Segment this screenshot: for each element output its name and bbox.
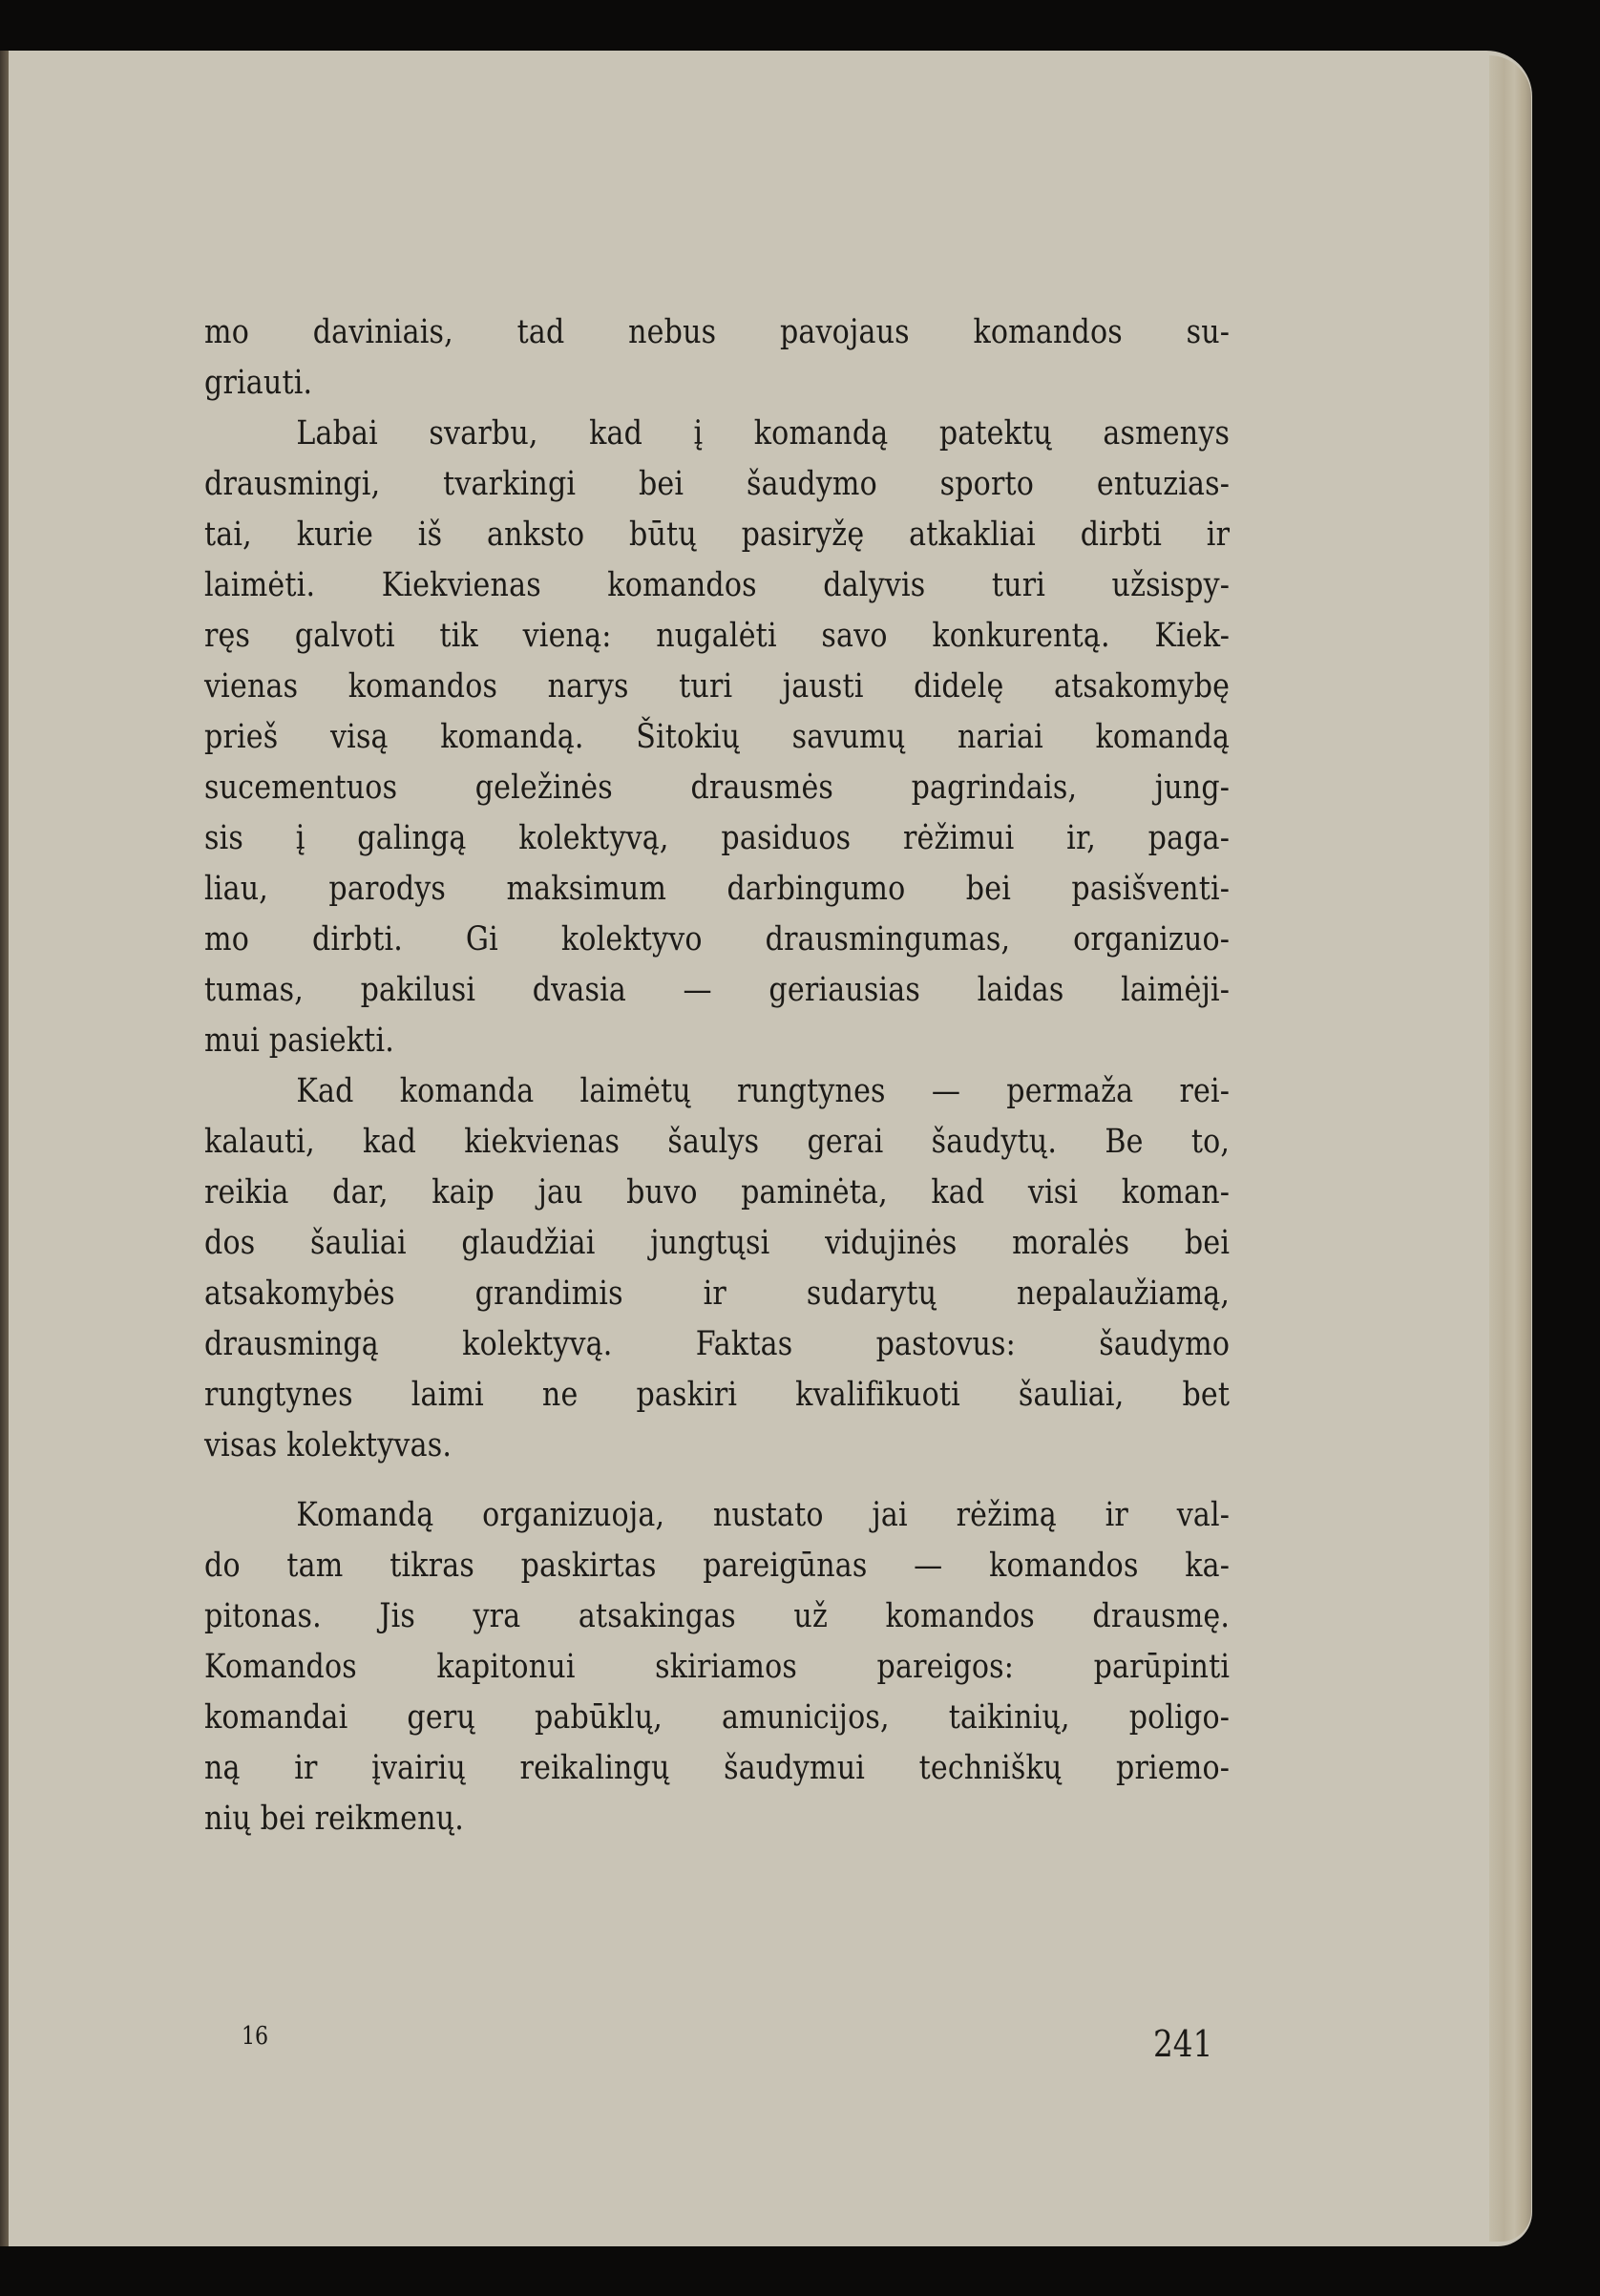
text-line: griauti.: [204, 364, 313, 402]
text-line: dos šauliai glaudžiai jungtųsi vidujinės moralės bei: [204, 1224, 1231, 1262]
text-line: ręs galvoti tik vieną: nugalėti savo konkurentą. Kiek-: [204, 617, 1231, 655]
text-line: kalauti, kad kiekvienas šaulys gerai šaudytų. Be to,: [204, 1123, 1231, 1161]
paragraph-start: Komandą organizuoja, nustato jai rėžimą ir val-: [296, 1496, 1231, 1534]
page-stack-edge: [1489, 55, 1531, 2242]
text-line: vienas komandos narys turi jausti didelę atsakomybę: [204, 667, 1231, 706]
text-line: mo dirbti. Gi kolektyvo drausmingumas, organizuo-: [204, 920, 1231, 958]
text-line: rungtynes laimi ne paskiri kvalifikuoti šauliai, bet: [204, 1376, 1231, 1414]
text-line: sucementuos geležinės drausmės pagrindais, jung-: [204, 769, 1231, 807]
page-number: 241: [1153, 2023, 1213, 2065]
text-line: atsakomybės grandimis ir sudarytų nepalaužiamą,: [204, 1274, 1231, 1313]
text-line: reikia dar, kaip jau buvo paminėta, kad visi koman-: [204, 1173, 1231, 1211]
text-line: visas kolektyvas.: [204, 1426, 453, 1464]
text-line: tai, kurie iš anksto būtų pasiryžę atkakliai dirbti ir: [204, 516, 1231, 554]
paragraph-start: Labai svarbu, kad į komandą patektų asmenys: [296, 414, 1231, 453]
text-line: drausmingą kolektyvą. Faktas pastovus: šaudymo: [204, 1325, 1231, 1363]
text-line: tumas, pakilusi dvasia — geriausias laidas laimėji-: [204, 971, 1231, 1009]
text-line: Komandos kapitonui skiriamos pareigos: parūpinti: [204, 1648, 1231, 1686]
text-line: prieš visą komandą. Šitokių savumų nariai komandą: [204, 718, 1231, 756]
text-line: ną ir įvairių reikalingų šaudymui techniškų priemo-: [204, 1749, 1231, 1787]
text-line: do tam tikras paskirtas pareigūnas — komandos ka-: [204, 1547, 1231, 1585]
text-line: laimėti. Kiekvienas komandos dalyvis turi užsispy-: [204, 566, 1231, 604]
text-line: komandai gerų pabūklų, amunicijos, taikinių, poligo-: [204, 1698, 1231, 1737]
text-line: mo daviniais, tad nebus pavojaus komandos su-: [204, 313, 1231, 351]
paragraph-start: Kad komanda laimėtų rungtynes — permaža rei-: [296, 1072, 1231, 1110]
text-line: pitonas. Jis yra atsakingas už komandos drausmę.: [204, 1597, 1231, 1635]
text-line: nių bei reikmenų.: [204, 1800, 464, 1838]
text-line: mui pasiekti.: [204, 1022, 394, 1060]
text-line: drausmingi, tvarkingi bei šaudymo sporto entuzias-: [204, 465, 1231, 503]
text-line: liau, parodys maksimum darbingumo bei pasišventi-: [204, 870, 1231, 908]
signature-mark: 16: [242, 2022, 269, 2051]
text-line: sis į galingą kolektyvą, pasiduos rėžimui ir, paga-: [204, 819, 1231, 857]
book-spine-shadow: [0, 51, 9, 2246]
